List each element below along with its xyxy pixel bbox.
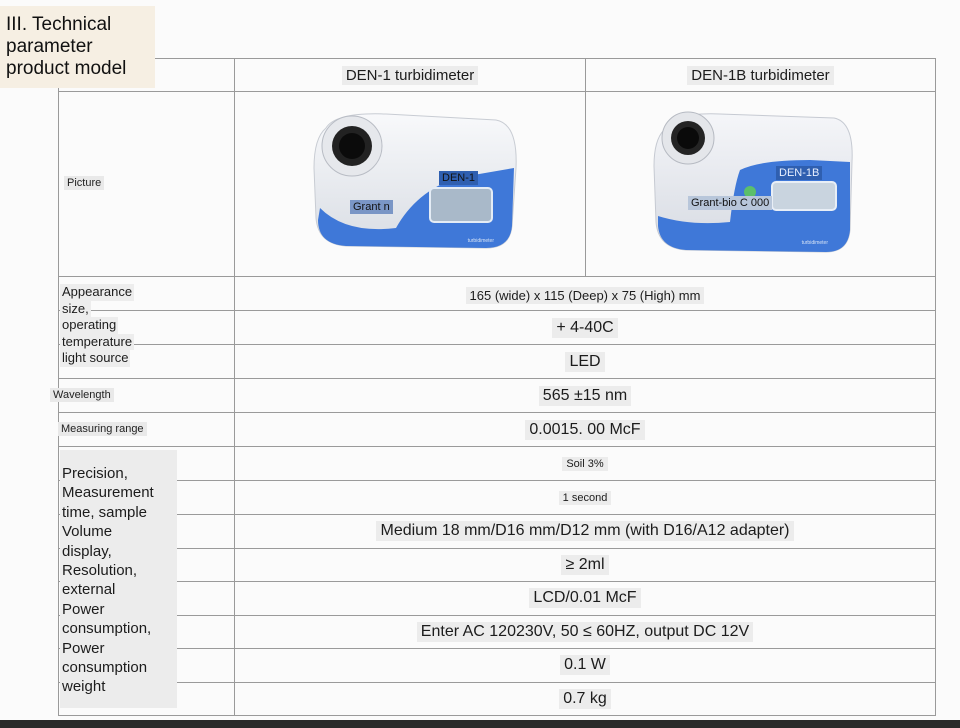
label-line: light source <box>62 350 129 365</box>
appearance-temperature-light-label <box>60 284 155 367</box>
label-line: Appearance <box>62 284 133 299</box>
den1-model-label: DEN-1 <box>439 171 478 185</box>
grid-line <box>58 276 936 277</box>
wavelength-label: Wavelength <box>50 384 114 406</box>
value-power-consumption: 0.1 W <box>234 648 936 682</box>
den1-device-image <box>306 108 522 254</box>
label-line: Power <box>62 600 105 618</box>
svg-text:turbidimeter: turbidimeter <box>801 240 828 246</box>
measuring-range-label: Measuring range <box>58 418 147 440</box>
label-line: Measurement <box>62 484 154 502</box>
label-line: Volume <box>62 523 113 541</box>
value-precision: Soil 3% <box>234 447 936 481</box>
label-line: display, <box>62 542 112 560</box>
column-header-den1b: DEN-1B turbidimeter <box>585 58 936 92</box>
den1b-model-label: DEN-1B <box>776 166 822 180</box>
label-line: external <box>62 581 116 599</box>
value-measuring-range: 0.0015. 00 McF <box>234 413 936 447</box>
heading-line-1: III. Technical <box>6 14 112 35</box>
label-line: Precision, <box>62 465 128 482</box>
den1b-brand-label: Grant-bio C 000 <box>688 196 772 210</box>
label-line: size, <box>62 300 89 316</box>
value-light-source: LED <box>234 345 936 379</box>
label-line: consumption <box>62 659 148 677</box>
heading-line-3: product model <box>6 58 127 79</box>
den1-brand-label: Grant n <box>350 200 393 214</box>
label-line: consumption, <box>62 620 152 638</box>
value-measurement-time: 1 second <box>234 481 936 515</box>
bottom-edge <box>0 720 960 728</box>
den1b-device-image <box>650 106 856 256</box>
label-line: temperature <box>62 333 133 349</box>
value-dimensions: 165 (wide) x 115 (Deep) x 75 (High) mm <box>234 278 936 312</box>
value-sample-size: Medium 18 mm/D16 mm/D12 mm (with D16/A12 adapter) <box>234 514 936 548</box>
svg-text:turbidimeter: turbidimeter <box>467 238 494 244</box>
precision-weight-label <box>60 450 177 708</box>
picture-label: Picture <box>64 170 104 196</box>
label-line: Resolution, <box>62 562 138 580</box>
label-line: Power <box>62 639 105 657</box>
label-line: weight <box>62 678 106 696</box>
heading-line-2: parameter <box>6 36 93 57</box>
value-sample-volume: ≥ 2ml <box>234 548 936 582</box>
column-header-den1: DEN-1 turbidimeter <box>234 58 586 92</box>
value-wavelength: 565 ±15 nm <box>234 379 936 413</box>
value-display-resolution: LCD/0.01 McF <box>234 581 936 615</box>
value-weight: 0.7 kg <box>234 682 936 716</box>
label-line: time, sample <box>62 503 148 521</box>
value-external-power: Enter AC 120230V, 50 ≤ 60HZ, output DC 12V <box>234 615 936 649</box>
section-heading <box>0 6 155 88</box>
label-line: operating <box>62 317 117 332</box>
value-operating-temperature: + 4-40C <box>234 311 936 345</box>
